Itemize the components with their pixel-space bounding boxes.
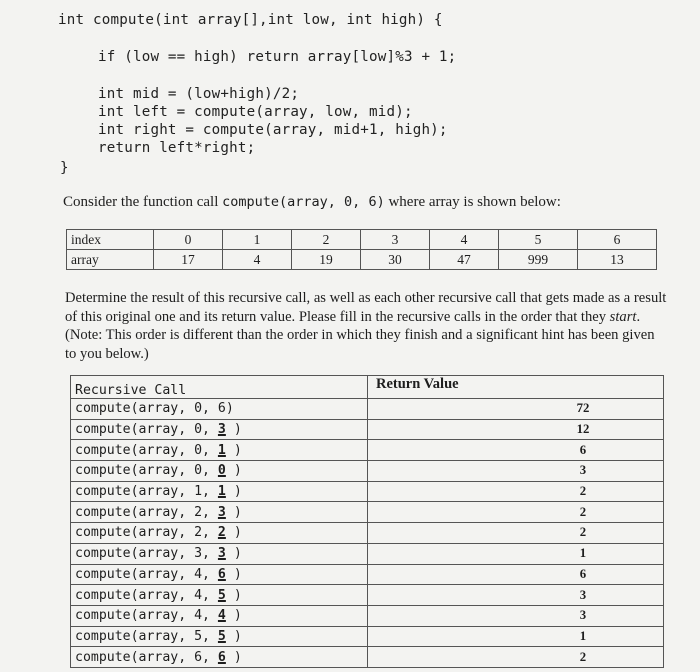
return-value: 2	[579, 649, 587, 664]
return-value-cell	[368, 461, 664, 482]
recursive-call-row	[71, 440, 664, 461]
call-text-suffix: )	[225, 442, 242, 458]
filled-high-value: 3	[217, 546, 226, 562]
array-cell: 17	[154, 250, 223, 270]
return-value-cell	[368, 419, 664, 440]
return-value: 2	[579, 525, 587, 540]
code-left-line: int left = compute(array, low, mid);	[98, 104, 413, 120]
index-row	[67, 230, 657, 250]
call-text-suffix: )	[225, 566, 242, 582]
filled-high-value: 3	[217, 504, 226, 520]
code-signature: int compute(int array[],int low, int high) {	[58, 12, 443, 28]
consider-prefix: Consider the function call	[63, 194, 219, 210]
call-text-suffix: )	[225, 608, 242, 624]
return-value: 12	[576, 422, 590, 437]
index-cell: 2	[292, 230, 361, 250]
call-text-suffix: )	[225, 587, 242, 603]
index-label: index	[67, 230, 154, 250]
return-value-cell	[368, 440, 664, 461]
index-cell: 4	[430, 230, 499, 250]
array-cell: 13	[578, 250, 657, 270]
filled-high-value: 0	[217, 463, 226, 479]
return-value-cell	[368, 626, 664, 647]
recursive-calls-table	[70, 375, 664, 668]
recursive-call-row	[71, 564, 664, 585]
filled-high-value: 5	[217, 628, 226, 644]
recursive-call-row	[71, 585, 664, 606]
array-table	[66, 229, 657, 270]
calls-header-row	[71, 376, 664, 399]
recursive-call-cell	[71, 626, 368, 647]
return-value-cell	[368, 585, 664, 606]
index-cell: 3	[361, 230, 430, 250]
return-value: 6	[579, 566, 587, 581]
recursive-call-cell	[71, 502, 368, 523]
call-text: compute(array, 4,	[75, 608, 218, 624]
consider-sentence	[63, 193, 561, 212]
index-cell: 1	[223, 230, 292, 250]
filled-high-value: 1	[217, 484, 226, 500]
call-text-suffix: )	[225, 649, 242, 665]
recursive-call-row	[71, 647, 664, 668]
call-text: compute(array, 2,	[75, 504, 218, 520]
call-text-suffix: )	[225, 484, 242, 500]
call-text: compute(array, 0,	[75, 422, 218, 438]
return-value: 3	[579, 463, 587, 478]
filled-high-value: 2	[217, 525, 226, 541]
recursive-call-cell	[71, 440, 368, 461]
call-text: compute(array, 0, 6)	[75, 401, 234, 417]
recursive-call-row	[71, 605, 664, 626]
return-value: 3	[579, 587, 587, 602]
recursive-call-row	[71, 461, 664, 482]
call-text: compute(array, 0,	[75, 442, 218, 458]
array-cell: 999	[499, 250, 578, 270]
recursive-call-cell	[71, 585, 368, 606]
return-value-cell	[368, 399, 664, 420]
filled-high-value: 6	[217, 649, 226, 665]
filled-high-value: 6	[217, 566, 226, 582]
recursive-call-cell	[71, 523, 368, 544]
return-value-cell	[368, 543, 664, 564]
return-value: 2	[579, 484, 587, 499]
filled-high-value: 3	[217, 422, 226, 438]
recursive-call-row	[71, 626, 664, 647]
recursive-call-cell	[71, 543, 368, 564]
return-value: 72	[576, 401, 590, 416]
call-text-suffix: )	[225, 525, 242, 541]
array-cell: 30	[361, 250, 430, 270]
recursive-call-cell	[71, 647, 368, 668]
recursive-call-row	[71, 481, 664, 502]
return-value: 2	[579, 504, 587, 519]
code-mid-line: int mid = (low+high)/2;	[98, 86, 300, 102]
index-cell: 0	[154, 230, 223, 250]
return-value-cell	[368, 605, 664, 626]
return-value: 1	[579, 628, 587, 643]
consider-suffix: where array is shown below:	[388, 194, 561, 210]
call-text: compute(array, 3,	[75, 546, 218, 562]
call-text-suffix: )	[225, 628, 242, 644]
return-value-cell	[368, 481, 664, 502]
code-closing-brace: }	[60, 160, 69, 176]
call-text: compute(array, 4,	[75, 587, 218, 603]
array-cell: 4	[223, 250, 292, 270]
array-row	[67, 250, 657, 270]
return-value: 1	[579, 546, 587, 561]
return-value: 6	[579, 442, 587, 457]
call-text: compute(array, 6,	[75, 649, 218, 665]
index-cell: 6	[578, 230, 657, 250]
instructions-paragraph	[65, 289, 669, 363]
instructions-part2: . (Note: This order is different than the order in which they finish and a significant hint has been given to you below.)	[65, 308, 655, 362]
return-value-cell	[368, 647, 664, 668]
code-return-line: return left*right;	[98, 140, 256, 156]
call-text: compute(array, 1,	[75, 484, 218, 500]
recursive-call-cell	[71, 399, 368, 420]
recursive-call-cell	[71, 481, 368, 502]
return-value-cell	[368, 502, 664, 523]
call-text-suffix: )	[225, 546, 242, 562]
call-text-suffix: )	[225, 504, 242, 520]
recursive-call-cell	[71, 605, 368, 626]
return-value-cell	[368, 523, 664, 544]
call-text-suffix: )	[225, 422, 242, 438]
recursive-call-row	[71, 523, 664, 544]
code-base-case: if (low == high) return array[low]%3 + 1;	[98, 49, 457, 65]
consider-call: compute(array, 0, 6)	[222, 194, 385, 210]
array-cell: 19	[292, 250, 361, 270]
filled-high-value: 5	[217, 587, 226, 603]
filled-high-value: 1	[217, 442, 226, 458]
header-return-value: Return Value	[368, 376, 664, 399]
recursive-call-row	[71, 399, 664, 420]
filled-high-value: 4	[217, 608, 226, 624]
call-text: compute(array, 5,	[75, 628, 218, 644]
instructions-start-word: start	[609, 308, 637, 325]
recursive-call-row	[71, 419, 664, 440]
array-label: array	[67, 250, 154, 270]
call-text: compute(array, 2,	[75, 525, 218, 541]
header-recursive-call: Recursive Call	[71, 376, 368, 399]
call-text: compute(array, 0,	[75, 463, 218, 479]
code-right-line: int right = compute(array, mid+1, high);	[98, 122, 448, 138]
recursive-call-row	[71, 502, 664, 523]
instructions-part1: Determine the result of this recursive call, as well as each other recursive call that gets made as a result of this original one and its return value. Please fill in the recursive calls in the order that they	[65, 290, 667, 325]
index-cell: 5	[499, 230, 578, 250]
call-text-suffix: )	[225, 463, 242, 479]
array-cell: 47	[430, 250, 499, 270]
call-text: compute(array, 4,	[75, 566, 218, 582]
recursive-call-cell	[71, 419, 368, 440]
recursive-call-row	[71, 543, 664, 564]
recursive-call-cell	[71, 564, 368, 585]
recursive-call-cell	[71, 461, 368, 482]
return-value-cell	[368, 564, 664, 585]
return-value: 3	[579, 608, 587, 623]
